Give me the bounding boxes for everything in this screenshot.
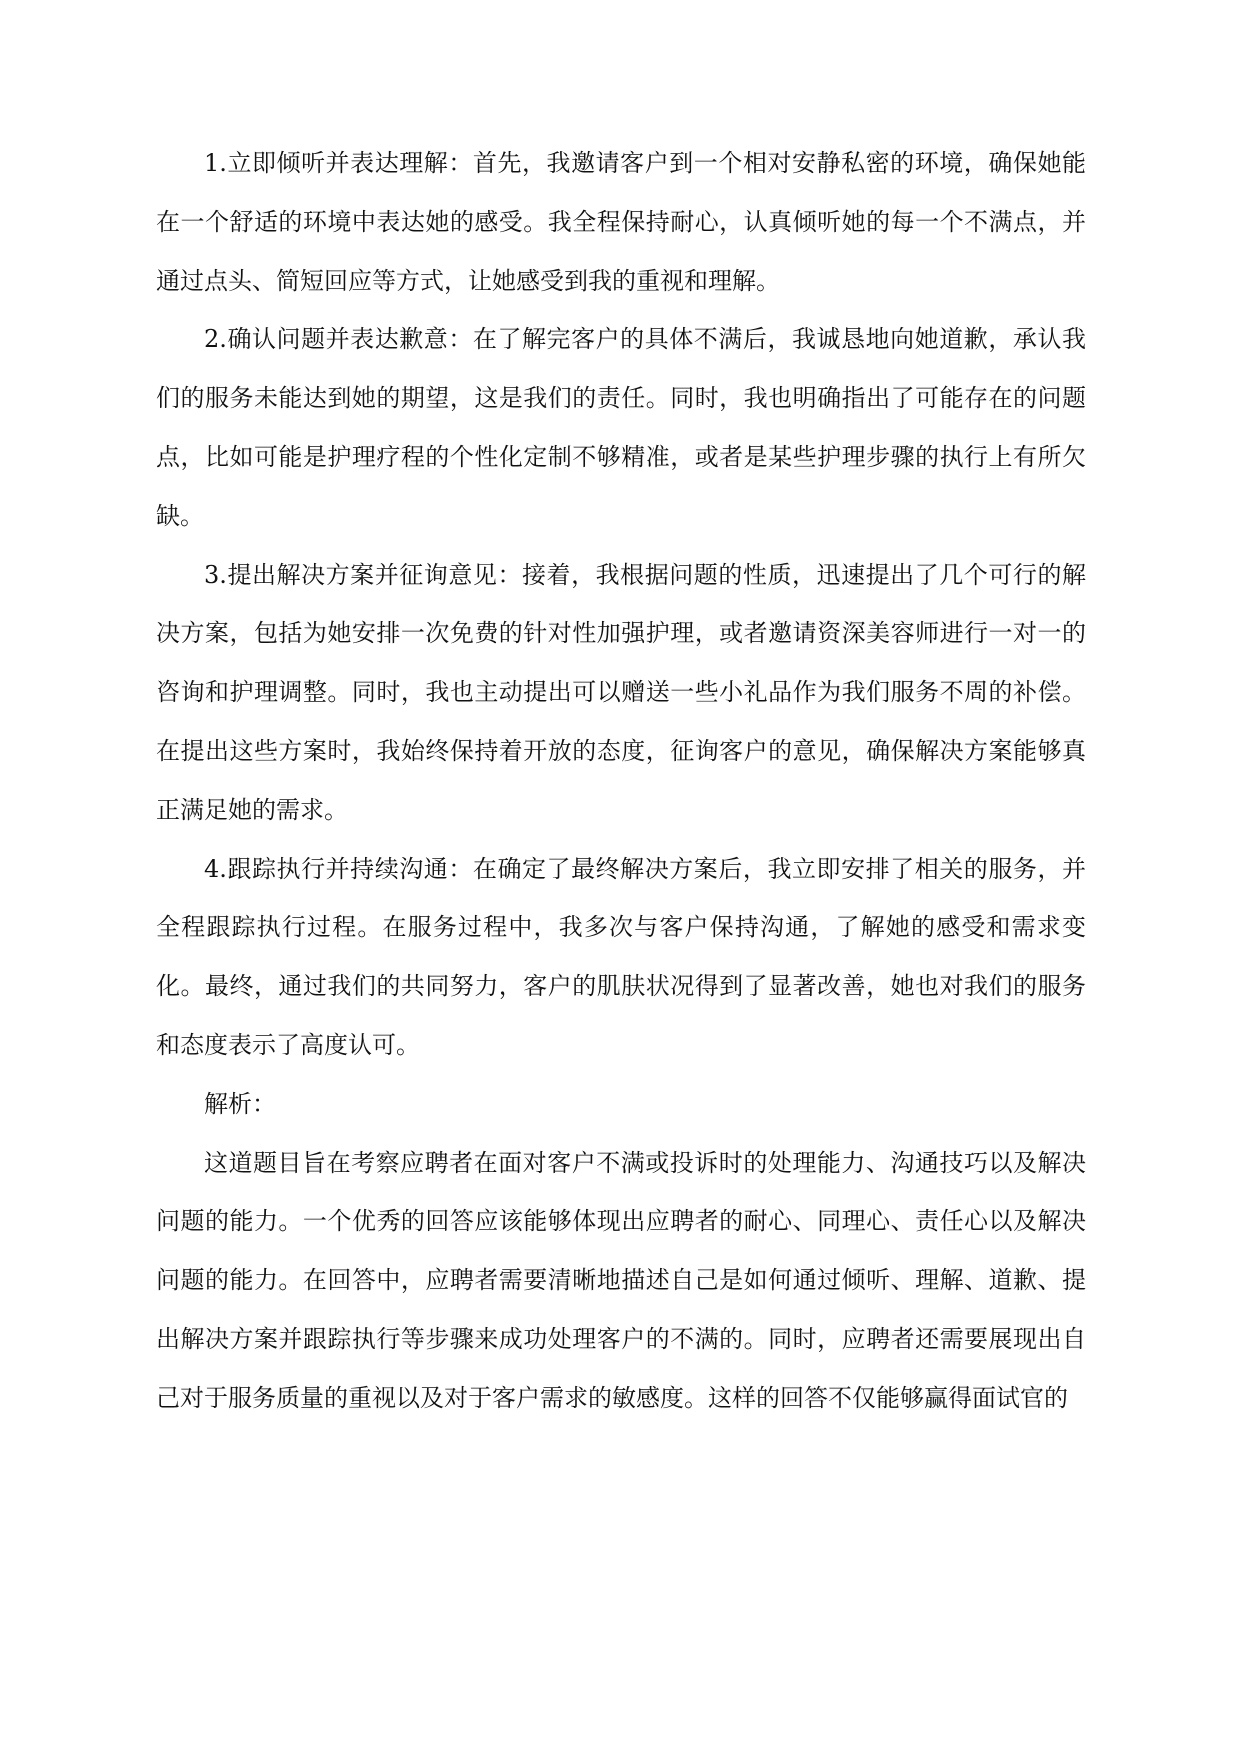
paragraph-step-3: 3.提出解决方案并征询意见：接着，我根据问题的性质，迅速提出了几个可行的解决方案，包括为她安排一次免费的针对性加强护理，或者邀请资深美容师进行一对一的咨询和护理调整。同时，我也主动提出可以赠送一些小礼品作为我们服务不周的补偿。在提出这些方案时，我始终保持着开放的态度，征询客户的意见，确保解决方案能够真正满足她的需求。	[156, 560, 1086, 824]
paragraph-step-1: 1.立即倾听并表达理解：首先，我邀请客户到一个相对安静私密的环境，确保她能在一个舒适的环境中表达她的感受。我全程保持耐心，认真倾听她的每一个不满点，并通过点头、简短回应等方式，让她感受到我的重视和理解。	[156, 149, 1086, 295]
analysis-heading: 解析：	[204, 1089, 276, 1118]
paragraph-step-4: 4.跟踪执行并持续沟通：在确定了最终解决方案后，我立即安排了相关的服务，并全程跟踪执行过程。在服务过程中，我多次与客户保持沟通，了解她的感受和需求变化。最终，通过我们的共同努力，客户的肌肤状况得到了显著改善，她也对我们的服务和态度表示了高度认可。	[156, 854, 1086, 1059]
paragraph-step-2: 2.确认问题并表达歉意：在了解完客户的具体不满后，我诚恳地向她道歉，承认我们的服务未能达到她的期望，这是我们的责任。同时，我也明确指出了可能存在的问题点，比如可能是护理疗程的个性化定制不够精准，或者是某些护理步骤的执行上有所欠缺。	[156, 325, 1086, 530]
analysis-paragraph: 这道题目旨在考察应聘者在面对客户不满或投诉时的处理能力、沟通技巧以及解决问题的能力。一个优秀的回答应该能够体现出应聘者的耐心、同理心、责任心以及解决问题的能力。在回答中，应聘者需要清晰地描述自己是如何通过倾听、理解、道歉、提出解决方案并跟踪执行等步骤来成功处理客户的不满的。同时，应聘者还需要展现出自己对于服务质量的重视以及对于客户需求的敏感度。这样的回答不仅能够赢得面试官的	[156, 1148, 1086, 1412]
document-page	[156, 134, 1086, 1428]
